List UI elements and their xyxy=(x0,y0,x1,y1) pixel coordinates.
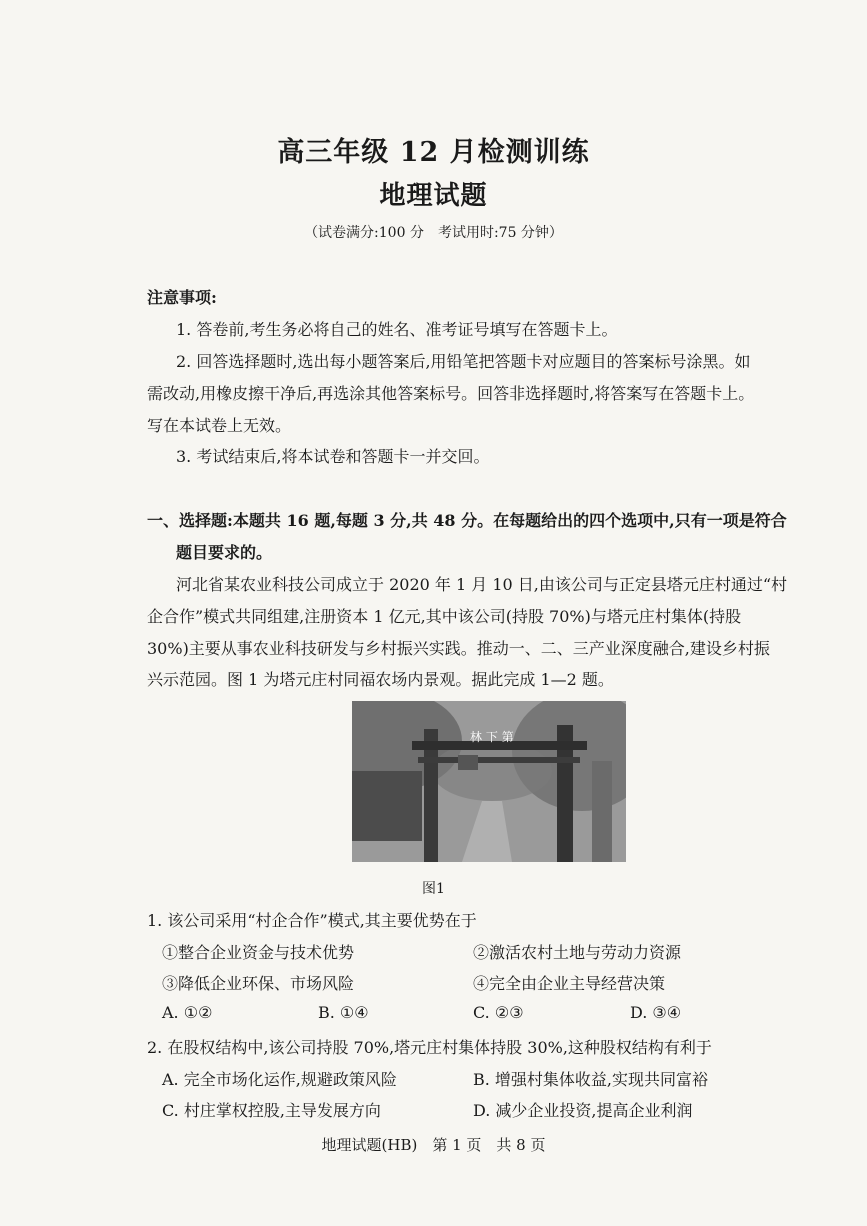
notice-item-2-line-3: 写在本试卷上无效。 xyxy=(147,416,292,435)
passage-line-2: 企合作”模式共同组建,注册资本 1 亿元,其中该公司(持股 70%)与塔元庄村集体(持股 xyxy=(147,607,742,626)
passage-line-3: 30%)主要从事农业科技研发与乡村振兴实践。推动一、二、三产业深度融合,建设乡村振 xyxy=(147,639,770,658)
passage-line-4: 兴示范园。图 1 为塔元庄村同福农场内景观。据此完成 1—2 题。 xyxy=(147,670,614,689)
q1-choice-b: B. ①④ xyxy=(318,1003,369,1022)
page-footer: 地理试题(HB) 第 1 页 共 8 页 xyxy=(321,1136,546,1154)
q2-stem: 2. 在股权结构中,该公司持股 70%,塔元庄村集体持股 30%,这种股权结构有利于 xyxy=(147,1038,712,1057)
section-heading-line-1: 一、选择题:本题共 16 题,每题 3 分,共 48 分。在每题给出的四个选项中,只有一项是符合 xyxy=(147,511,787,530)
q1-option-3: ③降低企业环保、市场风险 xyxy=(162,974,355,993)
q1-option-1: ①整合企业资金与技术优势 xyxy=(162,943,355,962)
q2-choice-d: D. 减少企业投资,提高企业利润 xyxy=(473,1101,693,1120)
notice-item-2-line-1: 2. 回答选择题时,选出每小题答案后,用铅笔把答题卡对应题目的答案标号涂黑。如 xyxy=(176,352,751,371)
passage-line-1: 河北省某农业科技公司成立于 2020 年 1 月 10 日,由该公司与正定县塔元庄村通过“村 xyxy=(176,575,788,594)
q2-choice-b: B. 增强村集体收益,实现共同富裕 xyxy=(473,1070,709,1089)
q2-choice-a: A. 完全市场化运作,规避政策风险 xyxy=(162,1070,397,1089)
notice-item-3: 3. 考试结束后,将本试卷和答题卡一并交回。 xyxy=(176,447,490,466)
q1-choice-d: D. ③④ xyxy=(630,1003,682,1022)
figure-caption: 图1 xyxy=(422,881,445,897)
subject-title: 地理试题 xyxy=(379,181,488,211)
q1-option-2: ②激活农村土地与劳动力资源 xyxy=(473,943,682,962)
exam-title: 高三年级 12 月检测训练 xyxy=(277,137,590,168)
farm-gate-photo xyxy=(352,701,626,862)
q1-choice-a: A. ①② xyxy=(162,1003,213,1022)
notice-item-2-line-2: 需改动,用橡皮擦干净后,再选涂其他答案标号。回答非选择题时,将答案写在答题卡上。 xyxy=(147,384,755,403)
q1-option-4: ④完全由企业主导经营决策 xyxy=(473,974,666,993)
notice-heading: 注意事项: xyxy=(147,288,217,307)
gate-sign-text: 林 下 第 xyxy=(470,730,514,744)
notice-item-1: 1. 答卷前,考生务必将自己的姓名、准考证号填写在答题卡上。 xyxy=(176,320,618,339)
q1-choice-c: C. ②③ xyxy=(473,1003,524,1022)
q1-stem: 1. 该公司采用“村企合作”模式,其主要优势在于 xyxy=(147,911,477,930)
section-heading-line-2: 题目要求的。 xyxy=(176,543,273,562)
exam-info: （试卷满分:100 分 考试用时:75 分钟） xyxy=(304,225,563,241)
q2-choice-c: C. 村庄掌权控股,主导发展方向 xyxy=(162,1101,381,1120)
